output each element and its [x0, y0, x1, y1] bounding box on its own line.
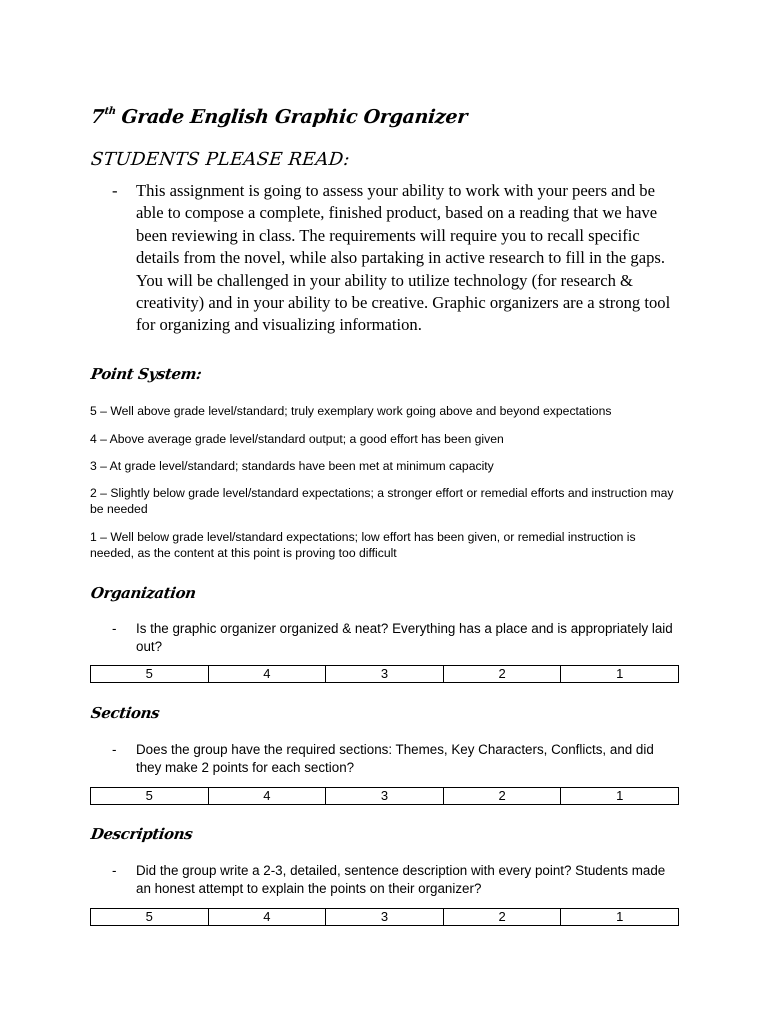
organization-dash: -: [112, 621, 117, 636]
organization-heading: Organization: [89, 584, 198, 602]
rating-cell-4[interactable]: 4: [208, 788, 326, 805]
rating-cell-4[interactable]: 4: [208, 666, 326, 683]
sections-rating-table: [90, 787, 679, 805]
rating-cell-3[interactable]: 3: [326, 666, 444, 683]
descriptions-heading: Descriptions: [89, 825, 194, 843]
rating-cell-3[interactable]: 3: [326, 909, 444, 926]
organization-question-text: Is the graphic organizer organized & neat? Everything has a place and is appropriately laid out?: [136, 621, 673, 654]
intro-paragraph: [112, 180, 672, 337]
title-superscript: th: [103, 106, 117, 117]
descriptions-question: [112, 862, 678, 897]
point-item-2: 2 – Slightly below grade level/standard expectations; a stronger effort or remedial efforts and instruction may be needed: [90, 486, 674, 516]
point-item-1: 1 – Well below grade level/standard expectations; low effort has been given, or remedial instruction is needed, as the content at this point is proving too difficult: [90, 530, 636, 560]
sections-heading: Sections: [89, 704, 161, 722]
descriptions-dash: -: [112, 863, 117, 878]
title-grade-number: 7: [89, 106, 106, 128]
rating-cell-5[interactable]: 5: [91, 666, 209, 683]
point-system-heading: Point System:: [89, 365, 203, 383]
rating-cell-2[interactable]: 2: [443, 909, 561, 926]
rating-cell-2[interactable]: 2: [443, 666, 561, 683]
sections-dash: -: [112, 742, 117, 757]
descriptions-question-text: Did the group write a 2-3, detailed, sentence description with every point? Students made an honest attempt to explain the points on their organizer?: [136, 863, 666, 896]
rating-cell-5[interactable]: 5: [91, 909, 209, 926]
page-title: [90, 106, 468, 128]
rating-cell-3[interactable]: 3: [326, 788, 444, 805]
title-text: Grade English Graphic Organizer: [114, 106, 469, 128]
table-row: [91, 909, 679, 926]
rating-cell-1[interactable]: 1: [561, 666, 679, 683]
organization-question: [112, 620, 678, 655]
point-item-4: 4 – Above average grade level/standard output; a good effort has been given: [90, 432, 504, 446]
rating-cell-1[interactable]: 1: [561, 909, 679, 926]
sections-question-text: Does the group have the required sections: Themes, Key Characters, Conflicts, and did they make 2 points for each section?: [136, 742, 654, 775]
intro-text: This assignment is going to assess your ability to work with your peers and be able to compose a complete, finished product, based on a reading that we have been reviewing in class. The requirements will require you to recall specific details from the novel, while also partaking in active research to fill in the gaps. You will be challenged in your ability to utilize technology (for research & creativity) and in your ability to be creative. Graphic organizers are a strong tool for organizing and visualizing information.: [136, 181, 671, 335]
rating-cell-1[interactable]: 1: [561, 788, 679, 805]
page-subtitle: STUDENTS PLEASE READ:: [89, 149, 351, 170]
organization-rating-table: [90, 665, 679, 683]
table-row: [91, 666, 679, 683]
point-item-3: 3 – At grade level/standard; standards have been met at minimum capacity: [90, 459, 494, 473]
point-item-5: 5 – Well above grade level/standard; truly exemplary work going above and beyond expectations: [90, 404, 612, 418]
table-row: [91, 788, 679, 805]
descriptions-rating-table: [90, 908, 679, 926]
intro-dash: -: [112, 181, 118, 200]
rating-cell-2[interactable]: 2: [443, 788, 561, 805]
sections-question: [112, 741, 678, 776]
rating-cell-4[interactable]: 4: [208, 909, 326, 926]
rating-cell-5[interactable]: 5: [91, 788, 209, 805]
